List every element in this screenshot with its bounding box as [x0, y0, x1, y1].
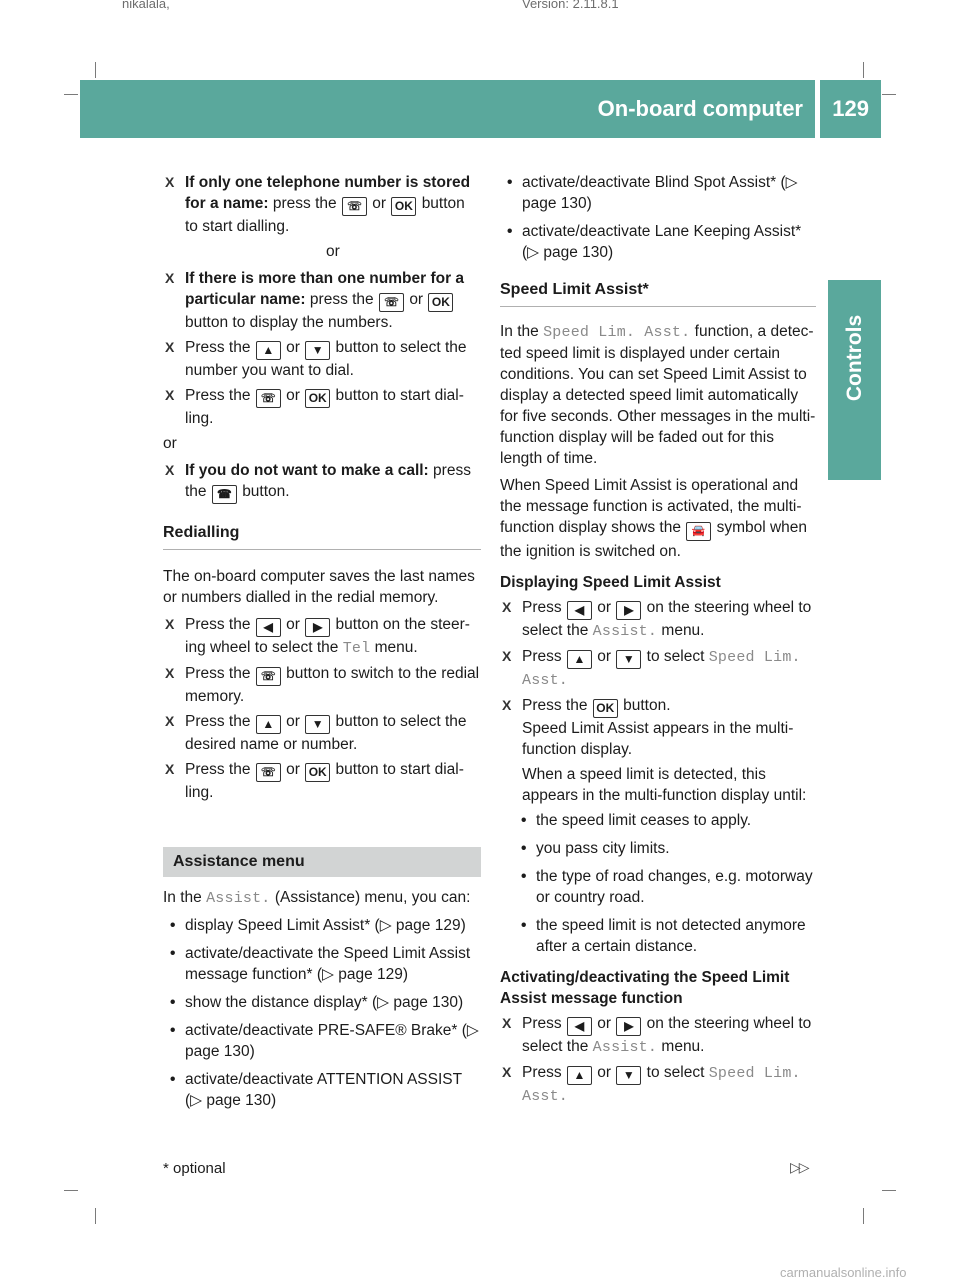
text: menu. [661, 1038, 705, 1055]
text: Press [522, 648, 562, 665]
phone-key-icon: ☏ [256, 667, 281, 686]
text: symbol when the ignition is switched on. [500, 519, 808, 560]
assist-menu-name: Assist. [592, 623, 658, 640]
text: button to display the numbers. [185, 314, 393, 331]
displaying-sla-heading: Displaying Speed Limit Assist [500, 574, 721, 591]
text: to select [646, 1064, 705, 1081]
text: menu. [661, 622, 705, 639]
list-item-text: show the distance display* (▷ page 130) [185, 994, 464, 1011]
list-item-text: the speed limit is not detected anymore after a certain distance. [536, 917, 806, 955]
or-text: or [326, 243, 340, 260]
bullet-icon: • [507, 174, 513, 191]
list-item-text: activate/deactivate Blind Spot Assist* (▷ page 130) [522, 174, 798, 212]
text: or [286, 339, 300, 356]
up-key-icon: ▲ [567, 1066, 592, 1085]
text: or [597, 1064, 612, 1081]
text: or [372, 195, 387, 212]
step-arrow-icon: X [165, 339, 175, 355]
step-arrow-icon: X [165, 713, 175, 729]
right-key-icon: ▶ [305, 618, 330, 637]
display-step-3-note: When a speed limit is detected, this appears in the multi-function display until: [522, 766, 807, 804]
text: button to start dial-ling. [185, 761, 464, 801]
ok-key-icon: OK [593, 699, 618, 718]
redial-step-1 [163, 614, 481, 659]
text: (Assistance) menu, you can: [274, 889, 471, 906]
continued-icon: ▷▷ [790, 1159, 808, 1175]
crop-mark [863, 1208, 864, 1224]
redial-step-2 [163, 663, 481, 707]
text: or [286, 713, 300, 730]
bullet-icon: • [507, 223, 513, 240]
text: Press the [185, 713, 251, 730]
ok-key-icon: OK [428, 293, 453, 312]
list-item [163, 992, 481, 1013]
list-item [500, 866, 816, 908]
section-title: On-board computer [597, 96, 803, 121]
text: or [597, 648, 612, 665]
bullet-icon: • [170, 994, 176, 1011]
text: or [409, 291, 424, 308]
speed-lim-asst-function-name: Speed Lim. Asst. [543, 324, 691, 341]
crop-mark [882, 1190, 896, 1191]
step-select-number [163, 337, 481, 381]
phone-key-icon: ☏ [256, 763, 281, 782]
text: or [286, 761, 300, 778]
crop-mark [64, 94, 78, 95]
bullet-icon: • [521, 840, 527, 857]
bullet-icon: • [170, 917, 176, 934]
text: Press [522, 1064, 562, 1081]
text: button on the steer-ing wheel to select the [185, 616, 470, 656]
step-heading: If there is more than one number for a particular name: [185, 270, 465, 308]
bullet-icon: • [170, 945, 176, 962]
list-item [500, 838, 816, 859]
text: or [286, 616, 300, 633]
text: Press the [185, 387, 251, 404]
crop-mark [95, 62, 96, 78]
down-key-icon: ▼ [305, 715, 330, 734]
text: In the [163, 889, 202, 906]
left-column [163, 172, 481, 1118]
phone-key-icon: ☏ [256, 389, 281, 408]
list-item [163, 1069, 481, 1111]
sla-paragraph-2 [500, 475, 816, 562]
redialling-heading: Redialling [163, 522, 481, 550]
text: Press the [185, 339, 251, 356]
step-heading: If only one telephone number is stored for a name: [185, 174, 471, 212]
phone-key-icon: ☏ [342, 197, 367, 216]
step-multiple-numbers [163, 268, 481, 333]
up-key-icon: ▲ [256, 715, 281, 734]
crop-mark [64, 1190, 78, 1191]
bullet-icon: • [521, 812, 527, 829]
left-key-icon: ◀ [567, 601, 592, 620]
bullet-icon: • [521, 917, 527, 934]
list-item [163, 943, 481, 985]
text: press the [309, 291, 374, 308]
step-arrow-icon: X [165, 387, 175, 403]
text: Press [522, 1015, 562, 1032]
list-item-text: activate/deactivate the Speed Limit Assist message function* (▷ page 129) [185, 945, 471, 983]
text: Press the [185, 616, 251, 633]
list-item-text: display Speed Limit Assist* (▷ page 129) [185, 917, 466, 934]
list-item [500, 915, 816, 957]
car-symbol-icon: 🚘 [686, 522, 711, 541]
assistance-menu-heading [163, 847, 481, 877]
speed-limit-assist-heading: Speed Limit Assist* [500, 279, 816, 307]
crop-mark [95, 1208, 96, 1224]
text: button to start dial-ling. [185, 387, 464, 427]
step-arrow-icon: X [502, 599, 512, 615]
display-step-1 [500, 597, 816, 642]
down-key-icon: ▼ [305, 341, 330, 360]
redial-step-4 [163, 759, 481, 803]
speed-lim-asst-menu-item: Speed Lim. Asst. [522, 1065, 801, 1105]
display-step-2 [500, 646, 816, 691]
text: press the [185, 462, 471, 500]
right-key-icon: ▶ [616, 601, 641, 620]
right-key-icon: ▶ [616, 1017, 641, 1036]
page-number: 129 [832, 96, 869, 121]
text: function, a detec-ted speed limit is displayed under certain conditions. You can set Speed Limit Assist to display a detected speed limit automatically for five seconds. Other messages in the multi-function display will be faded out for this length of time. [500, 323, 816, 467]
list-item [163, 915, 481, 936]
list-item [500, 221, 816, 263]
assist-menu-name: Assist. [206, 890, 271, 907]
text: or [286, 387, 300, 404]
list-item-text: the speed limit ceases to apply. [536, 812, 752, 829]
left-key-icon: ◀ [567, 1017, 592, 1036]
redialling-intro: The on-board computer saves the last names or numbers dialled in the redial memory. [163, 568, 475, 606]
text: button. [242, 483, 290, 500]
text: press the [272, 195, 337, 212]
text: button to start dialling. [185, 195, 465, 235]
redial-step-3 [163, 711, 481, 755]
text: menu. [374, 639, 418, 656]
header-left-fragment: nikalala, [122, 0, 170, 11]
speed-lim-asst-menu-item: Speed Lim. Asst. [522, 649, 801, 689]
bullet-icon: • [170, 1071, 176, 1088]
right-column [500, 172, 816, 1111]
text: button to switch to the redial memory. [185, 665, 480, 705]
display-step-3-result: Speed Limit Assist appears in the multi-function display. [522, 720, 794, 758]
text: on the steering wheel to select the [522, 1015, 812, 1055]
text: to select [646, 648, 705, 665]
down-key-icon: ▼ [616, 650, 641, 669]
list-item-text: activate/deactivate Lane Keeping Assist* (▷ page 130) [522, 223, 802, 261]
speed-limit-conditions-list [500, 810, 816, 957]
step-arrow-icon: X [502, 1064, 512, 1080]
text: In the [500, 323, 539, 340]
step-arrow-icon: X [502, 648, 512, 664]
text: or [597, 1015, 612, 1032]
header-band [80, 80, 815, 138]
text: button to select the desired name or number. [185, 713, 467, 753]
step-single-number [163, 172, 481, 237]
left-key-icon: ◀ [256, 618, 281, 637]
tel-menu-name: Tel [342, 640, 371, 657]
text: When Speed Limit Assist is operational and the message function is activated, the multi-function display shows the [500, 477, 802, 536]
step-start-dialling [163, 385, 481, 429]
text: Press the [185, 665, 251, 682]
assist-menu-name: Assist. [592, 1039, 658, 1056]
bullet-icon: • [521, 868, 527, 885]
watermark: carmanualsonline.info [780, 1265, 907, 1280]
ok-key-icon: OK [391, 197, 416, 216]
assistance-intro [163, 887, 481, 909]
crop-mark [863, 62, 864, 78]
text: button to select the number you want to dial. [185, 339, 467, 379]
step-arrow-icon: X [165, 174, 175, 190]
hangup-key-icon: ☎ [212, 485, 237, 504]
text: on the steering wheel to select the [522, 599, 812, 639]
ok-key-icon: OK [305, 389, 330, 408]
step-arrow-icon: X [165, 761, 175, 777]
side-tab-label: Controls [843, 314, 866, 402]
ok-key-icon: OK [305, 763, 330, 782]
bullet-icon: • [170, 1022, 176, 1039]
assistance-bullet-list [163, 915, 481, 1111]
assistance-menu-title: Assistance menu [173, 853, 305, 870]
activate-step-1 [500, 1013, 816, 1058]
step-heading: If you do not want to make a call: [185, 462, 429, 479]
step-arrow-icon: X [165, 270, 175, 286]
list-item [163, 1020, 481, 1062]
list-item [500, 172, 816, 214]
step-arrow-icon: X [502, 1015, 512, 1031]
activating-sla-heading: Activating/deactivating the Speed Limit Assist message function [500, 969, 790, 1007]
display-step-3 [500, 695, 816, 806]
text: Press the [522, 697, 588, 714]
text: button. [623, 697, 671, 714]
up-key-icon: ▲ [256, 341, 281, 360]
step-arrow-icon: X [165, 616, 175, 632]
list-item-text: activate/deactivate ATTENTION ASSIST (▷ page 130) [185, 1071, 462, 1109]
text: Press [522, 599, 562, 616]
down-key-icon: ▼ [616, 1066, 641, 1085]
activate-step-2 [500, 1062, 816, 1107]
step-arrow-icon: X [502, 697, 512, 713]
or-text: or [163, 435, 177, 452]
crop-mark [882, 94, 896, 95]
sla-paragraph-1 [500, 321, 816, 469]
footnote-optional: * optional [163, 1160, 226, 1177]
list-item-text: activate/deactivate PRE-SAFE® Brake* (▷ page 130) [185, 1022, 479, 1060]
header-right-fragment: Version: 2.11.8.1 [522, 0, 619, 11]
step-arrow-icon: X [165, 665, 175, 681]
page-number-band [820, 80, 881, 138]
phone-key-icon: ☏ [379, 293, 404, 312]
list-item-text: the type of road changes, e.g. motorway or country road. [536, 868, 813, 906]
up-key-icon: ▲ [567, 650, 592, 669]
step-no-call [163, 460, 481, 504]
step-arrow-icon: X [165, 462, 175, 478]
text: or [597, 599, 612, 616]
list-item [500, 810, 816, 831]
text: Press the [185, 761, 251, 778]
list-item-text: you pass city limits. [536, 840, 670, 857]
